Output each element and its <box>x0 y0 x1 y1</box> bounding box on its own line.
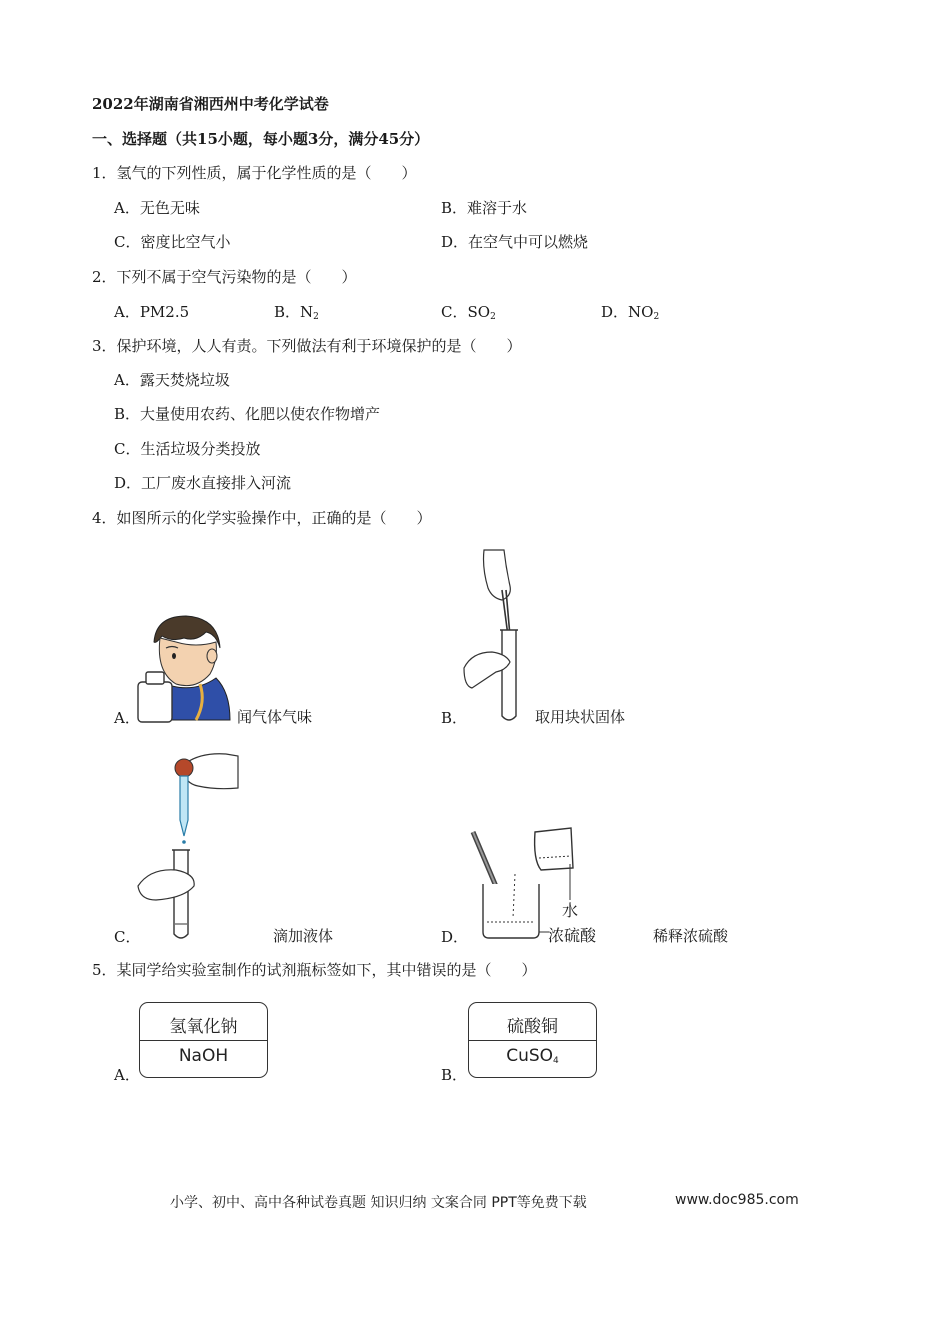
q1-option-c: C．密度比空气小 <box>114 233 231 251</box>
q5-stem: 5．某同学给实验室制作的试剂瓶标签如下，其中错误的是（ ） <box>92 961 537 979</box>
q2-stem: 2．下列不属于空气污染物的是（ ） <box>92 268 357 286</box>
q4-option-a-caption: 闻气体气味 <box>237 708 313 726</box>
figure-label-water: 水 <box>562 901 579 920</box>
reagent-label-b <box>468 1002 597 1078</box>
q3-option-b: B．大量使用农药、化肥以使农作物增产 <box>114 405 381 423</box>
footer-text: 小学、初中、高中各种试卷真题 知识归纳 文案合同 PPT等免费下载 <box>170 1195 587 1211</box>
q3-option-c: C．生活垃圾分类投放 <box>114 440 261 458</box>
q5-option-a-letter: A． <box>114 1066 140 1084</box>
q4-option-d-caption: 稀释浓硫酸 <box>653 927 729 945</box>
q1-stem: 1．氢气的下列性质，属于化学性质的是（ ） <box>92 164 417 182</box>
smelling-gas-illustration <box>136 612 232 724</box>
reagent-name-a: 氢氧化钠 <box>169 1017 238 1037</box>
q2-option-c: C．$SO_2$ <box>441 303 496 322</box>
figure-label-acid: 浓硫酸 <box>548 926 597 945</box>
reagent-formula-a: NaOH <box>178 1046 229 1066</box>
label-divider <box>469 1040 596 1041</box>
q1-option-d: D．在空气中可以燃烧 <box>441 233 589 251</box>
q2-option-d: D．$NO_2$ <box>601 303 660 322</box>
footer-url[interactable]: www.doc985.com <box>675 1192 799 1208</box>
q2-option-a: A．PM2.5 <box>114 303 190 321</box>
q1-option-b: B．难溶于水 <box>441 199 528 217</box>
q3-stem: 3．保护环境，人人有责。下列做法有利于环境保护的是（ ） <box>92 337 522 355</box>
q4-option-c-letter: C． <box>114 928 141 946</box>
q5-option-b-letter: B． <box>441 1066 468 1084</box>
q3-option-a: A．露天焚烧垃圾 <box>114 371 230 389</box>
reagent-formula-b: CuSO$_4$ <box>506 1046 559 1066</box>
q4-option-a-letter: A． <box>114 709 140 727</box>
reagent-label-a <box>139 1002 268 1078</box>
dropping-liquid-illustration <box>136 750 240 944</box>
q4-option-b-caption: 取用块状固体 <box>535 708 626 726</box>
q2-option-b: B．$N_2$ <box>274 303 319 322</box>
section-heading: 一、选择题（共15小题，每小题3分，满分45分） <box>92 130 430 148</box>
q4-stem: 4．如图所示的化学实验操作中，正确的是（ ） <box>92 509 432 527</box>
q4-option-b-letter: B． <box>441 709 468 727</box>
reagent-name-b: 硫酸铜 <box>507 1017 558 1037</box>
q4-option-c-caption: 滴加液体 <box>273 927 334 945</box>
q4-option-d-letter: D． <box>441 928 469 946</box>
label-divider <box>140 1040 267 1041</box>
q3-option-d: D．工厂废水直接排入河流 <box>114 474 292 492</box>
solid-into-test-tube-illustration <box>462 548 532 726</box>
q1-option-a: A．无色无味 <box>114 199 200 217</box>
exam-title: 2022年湖南省湘西州中考化学试卷 <box>92 95 329 113</box>
